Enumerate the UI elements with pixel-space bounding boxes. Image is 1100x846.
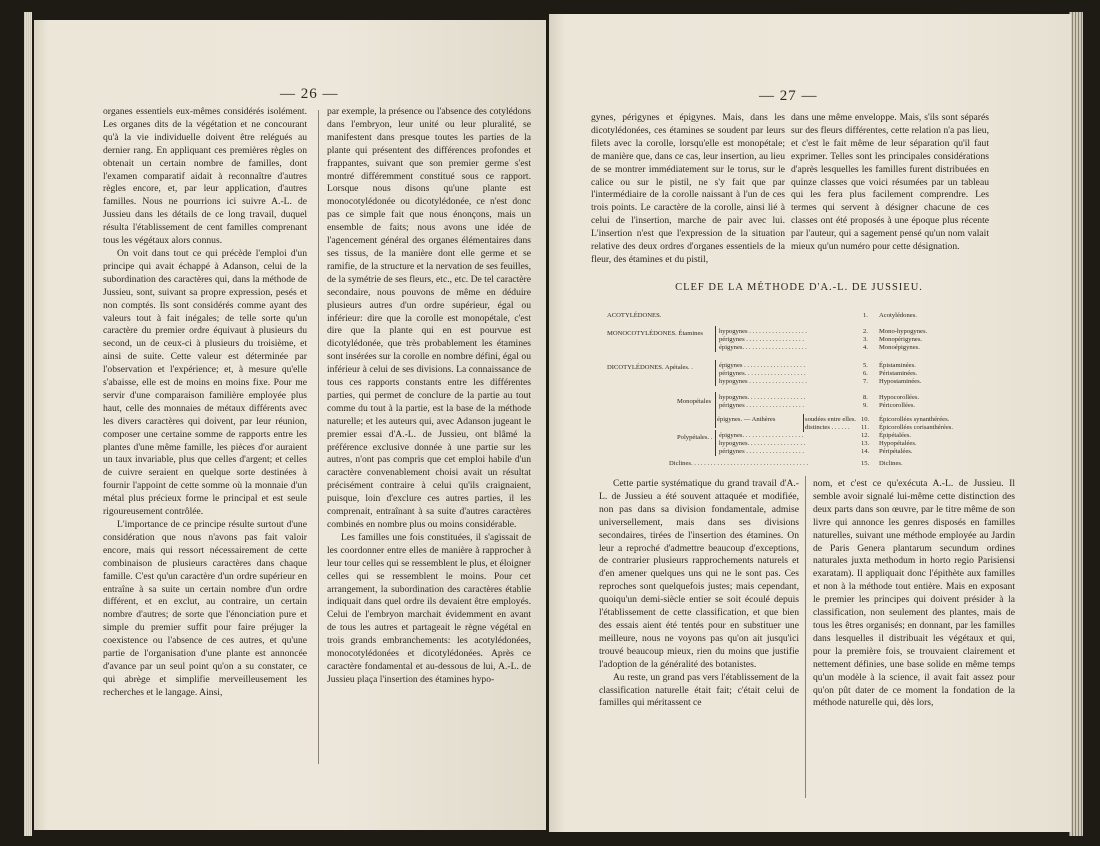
left-page-edges xyxy=(24,12,32,836)
key-num: 13. xyxy=(861,440,870,447)
key-group-polypetales: Polypétales. . xyxy=(677,434,713,441)
brace xyxy=(803,414,804,432)
column-divider xyxy=(318,110,319,764)
key-num: 3. xyxy=(863,336,868,343)
key-class: Diclines. xyxy=(879,460,903,467)
key-antheres-distinctes: distinctes . . . . . . xyxy=(805,424,850,431)
right-bottom-column-2 xyxy=(813,478,1015,710)
key-row-label: hypogynes . . . . . . . . . . . . . . . . . . xyxy=(719,378,807,385)
key-class: Hypostaminées. xyxy=(879,378,922,385)
key-num: 6. xyxy=(863,370,868,377)
key-row-label: hypogynes. . . . . . . . . . . . . . . . . . xyxy=(719,440,806,447)
key-class: Péricorollées. xyxy=(879,402,916,409)
key-num: 5. xyxy=(863,362,868,369)
paragraph: On voit dans tout ce qui précède l'emploi d'un principe qui avait échappé à Adanson, celui de la subordination des caractères qui, dans la méthode de Jussieu, sont, suivant sa propre expression, pesés et non comptés. Ils sont considérés comme ayant des valeurs tout à fait inégales; de telle sorte qu'un caractère du premier ordre équivaut à plusieurs du second, un de ceux-ci à plusieurs du troisième, et ainsi de suite. Cette valeur est déterminée par l'observation et l'expérience; et, à mesure qu'elle s'abaisse, elle est de moins en moins fixe. Pour me servir d'une comparaison familière employée plus haut, celle des monnaies de métaux différents avec les divers caractères qui doivent, par leur réunion, composer une certaine somme de rapports entre les plantes d'une même famille, les pièces d'or auraient un taux invariable, plus que celles d'argent; et celles de cuivre seraient en quelque sorte destinées à fournir l'appoint de cette somme où la monnaie d'un métal plus précieux forme le principal et est seule rigoureusement contrôlée. xyxy=(103,247,307,518)
key-row-label: épigynes . . . . . . . . . . . . . . . . . . . xyxy=(719,362,806,369)
key-group-diclines: Diclines. . . . . . . . . . . . . . . . . . . . . . . . . . . . . . . . . . . . xyxy=(669,460,809,467)
left-page xyxy=(34,20,546,830)
key-row-label: épigynes. . . . . . . . . . . . . . . . . . . xyxy=(719,432,804,439)
key-num: 7. xyxy=(863,378,868,385)
brace xyxy=(715,430,716,456)
paragraph: organes essentiels eux-mêmes considérés isolément. Les organes dits de la végétation et ne concourant qu'à la vie individuelle doivent être relégués au dernier rang. En appliquant ces premières règles on obtenait un certain nombre de familles, dont l'examen comparatif aidait à reconnaître d'autres règles encore, et, par leur application, d'autres familles. Nous ne pourrions ici suivre A.-L. de Jussieu dans les détails de ce long travail, duquel résulta l'établissement de cent familles comprenant tous les végétaux alors connus. xyxy=(103,106,307,247)
key-class: Monoépigynes. xyxy=(879,344,920,351)
key-num: 11. xyxy=(861,424,869,431)
key-class: Épicorollées corisanthérées. xyxy=(879,424,953,431)
key-class: Monopérigynes. xyxy=(879,336,923,343)
brace xyxy=(715,326,716,352)
key-num: 9. xyxy=(863,402,868,409)
key-row-label: périgynes. . . . . . . . . . . . . . . . . . . xyxy=(719,370,806,377)
key-group-acot: ACOTYLÉDONES. xyxy=(607,312,662,319)
paragraph: dans une même enveloppe. Mais, s'ils sont séparés sur des fleurs différentes, cette relation n'a pas lieu, et c'est le fait même de leur séparation qu'il faut exprimer. Telles sont les principales considérations d'après lesquelles les familles furent distribuées en quinze classes que voici résumées par un tableau qui les fera plus facilement comprendre. Les termes qui servent à désigner chacune de ces classes ont été proposés à une époque plus récente par l'auteur, qui a sagement pensé qu'un nom valait mieux qu'un numéro pour cette désignation. xyxy=(791,112,989,253)
key-title: CLEF DE LA MÉTHODE D'A.-L. DE JUSSIEU. xyxy=(675,282,923,293)
key-class: Épipétalées. xyxy=(879,432,912,439)
right-top-column-2 xyxy=(791,112,989,254)
key-class: Épicorollées synanthérées. xyxy=(879,416,950,423)
paragraph: Au reste, un grand pas vers l'établissement de la classification naturelle était fait; c'était celui de familles qui méritassent ce xyxy=(599,671,799,709)
brace xyxy=(715,392,716,428)
key-antheres-soudees: soudées entre elles. xyxy=(805,416,857,423)
brace xyxy=(715,360,716,386)
key-num: 2. xyxy=(863,328,868,335)
key-row-label: épigynes. . . . . . . . . . . . . . . . . . . . xyxy=(719,344,807,351)
key-class: Péripétalées. xyxy=(879,448,913,455)
key-row-label: périgynes . . . . . . . . . . . . . . . . . . xyxy=(719,448,804,455)
key-class: Hypopétalées. xyxy=(879,440,917,447)
paragraph: L'importance de ce principe résulte surtout d'une considération que nous n'avons pas fait valoir encore, mais qui ressort nécessairement de cette combinaison de plusieurs caractères dans chaque famille. C'est qu'un caractère d'un ordre supérieur en entraîne à sa suite un certain nombre d'un ordre différent, et en exclut, au contraire, un certain nombre d'autres; de sorte que l'énonciation pure et simple du premier suffit pour faire préjuger la coexistence ou l'absence de ces autres, et qu'une partie de l'organisation d'une plante est annoncée d'avance par un seul point qu'on a su constater, ce qui abrège et simplifie merveilleusement les recherches et le langage. Ainsi, xyxy=(103,519,307,698)
key-class: Péristaminées. xyxy=(879,370,918,377)
page-number: — 27 — xyxy=(759,88,818,104)
key-row-label: périgynes . . . . . . . . . . . . . . . . . . xyxy=(719,336,804,343)
right-page-edges xyxy=(1069,12,1083,836)
key-corolle-epigyne: épigynes. — Anthères xyxy=(717,416,776,423)
classification-key xyxy=(607,298,997,470)
key-num: 14. xyxy=(861,448,870,455)
key-num: 4. xyxy=(863,344,868,351)
paragraph: nom, et c'est ce qu'exécuta A.-L. de Jussieu. Il semble avoir signalé lui-même cette distinction des deux parts dans son œuvre, par le titre même de son livre qui annonce les genres disposés en familles naturelles, suivant une méthode employée au Jardin de Paris Genera plantarum secundum ordines naturales juxta methodum in horto regio Parisiensi exaratam). Il appliquait donc l'épithète aux familles et non à la méthode tout entière. Mais en exposant le premier les principes qui doivent présider à la classification, non seulement des plantes, mais de tous les êtres organisés; en donnant, par les familles dans lesquelles il distribuait les végétaux et qui, pour la première fois, se trouvaient clairement et nettement définies, une base solide en même temps qu'un modèle à la science, il avait fait assez pour qu'on pût dater de ce moment la fondation de la méthode naturelle qui, dès lors, xyxy=(813,478,1015,709)
column-divider xyxy=(805,476,806,798)
right-top-column-1 xyxy=(591,112,785,267)
key-class: Épistaminées. xyxy=(879,362,916,369)
key-group-monocot: MONOCOTYLÉDONES. Étamines xyxy=(607,330,703,337)
key-num: 8. xyxy=(863,394,868,401)
right-page xyxy=(549,14,1071,832)
key-num: 10. xyxy=(861,416,870,423)
key-class: Acotylédones. xyxy=(879,312,917,319)
key-group-dicot: DICOTYLÉDONES. Apétales. . xyxy=(607,364,693,371)
key-num: 15. xyxy=(861,460,870,467)
right-bottom-column-1 xyxy=(599,478,799,710)
key-class: Hypocorollées. xyxy=(879,394,920,401)
key-num: 12. xyxy=(861,432,870,439)
key-class: Mono-hypogynes. xyxy=(879,328,928,335)
left-column-1 xyxy=(103,106,307,700)
key-row-label: hypogynes . . . . . . . . . . . . . . . . . . xyxy=(719,328,807,335)
key-group-monopetales: Monopétales xyxy=(677,398,712,405)
paragraph: par exemple, la présence ou l'absence des cotylédons dans l'embryon, leur unité ou leur pluralité, se manifestent dans presque toutes les parties de la plante qui présentent des différences profondes et frappantes, suivant que son premier germe s'est montré différemment constitué sous ce rapport. Lorsque nous disons qu'une plante est monocotylédonée ou dicotylédonée, ce n'est donc pas ce simple fait que nous énonçons, mais un ensemble de faits; nous avons une idée de l'agencement général des organes élémentaires dans ses tissus, de la manière dont elle germe et se ramifie, de la structure et la nervation de ses feuilles, de la symétrie de ses fleurs, etc., etc. De tel caractère secondaire, nous pouvons de même en déduire plusieurs autres d'un ordre supérieur, égal ou inférieur: dire que la corolle est monopétale, c'est dire que la plante qui en est pourvue est dicotylédonée, que très probablement les étamines sont insérées sur la corolle en nombre défini, égal ou inférieur à celui de ses divisions. La connaissance de tous ces rapports constants entre les différentes parties, qui permet de conclure de la partie au tout comme du tout à la partie, est la base de la méthode naturelle; et les auteurs qui, avec Adanson jugeant le premier essai d'A.-L. de Jussieu, ont blâmé la préférence exclusive donnée à une partie sur les autres, n'ont pas compris que cet emploi habile d'un caractère convenablement choisi avait un résultat précisément contraire à celui qu'ils craignaient, puisque, loin d'exclure ces autres parties, il les comprenait, entraînant à sa suite d'autres caractères combinés en nombre plus ou moins considérable. xyxy=(327,106,531,530)
key-row-label: hypogynes. . . . . . . . . . . . . . . . . . xyxy=(719,394,806,401)
paragraph: Les familles une fois constituées, il s'agissait de les coordonner entre elles de manière à rapprocher à leur tour celles qui se ressemblent le plus, et éloigner celles qui se ressemblent le moins. Pour cet arrangement, la subordination des caractères établie indiquait dans quel ordre ils devaient être employés. Celui de l'embryon marchait évidemment en avant de tous les autres et partageait le règne végétal en trois grands embranchements: les acotylédonées, monocotylédonées et dicotylédonées. Après ce caractère fondamental et au-dessous de lui, A.-L. de Jussieu plaça l'insertion des étamines hypo- xyxy=(327,531,531,685)
key-num: 1. xyxy=(863,312,868,319)
key-row-label: périgynes . . . . . . . . . . . . . . . . . . xyxy=(719,402,804,409)
page-number: — 26 — xyxy=(280,86,339,102)
paragraph: Cette partie systématique du grand travail d'A.-L. de Jussieu a été souvent attaquée et modifiée, non pas dans sa division fondamentale, admise universellement, mais dans ses divisions secondaires, tirées de l'insertion des étamines. On leur a reproché d'admettre beaucoup d'exceptions, de contrarier plusieurs rapprochements naturels et d'en amener quelques uns qui ne le sont pas. Ces reproches sont quelquefois justes; mais cependant, quoiqu'un demi-siècle entier se soit écoulé depuis l'établissement de cette classification, et que bien des essais aient été tentés pour en substituer une meilleure, nous ne voyons pas qu'on ait jusqu'ici trouvé beaucoup mieux, rien du moins que justifie l'adoption de la généralité des botanistes. xyxy=(599,478,799,670)
left-column-2 xyxy=(327,106,531,687)
paragraph: gynes, périgynes et épigynes. Mais, dans les dicotylédonées, ces étamines se soudent par leurs filets avec la corolle, lorsqu'elle est monopétale; de manière que, dans ce cas, leur insertion, au lieu de se montrer immédiatement sur le torus, sur le calice ou sur le pistil, ne s'y fait que par l'intermédiaire de la corolle naissant à l'un de ces trois points. Le caractère de la corolle, ainsi lié à celui de l'insertion, marche de pair avec lui. L'insertion n'est que l'expression de la situation relative des deux ordres d'organes essentiels de la fleur, des étamines et du pistil, xyxy=(591,112,785,265)
